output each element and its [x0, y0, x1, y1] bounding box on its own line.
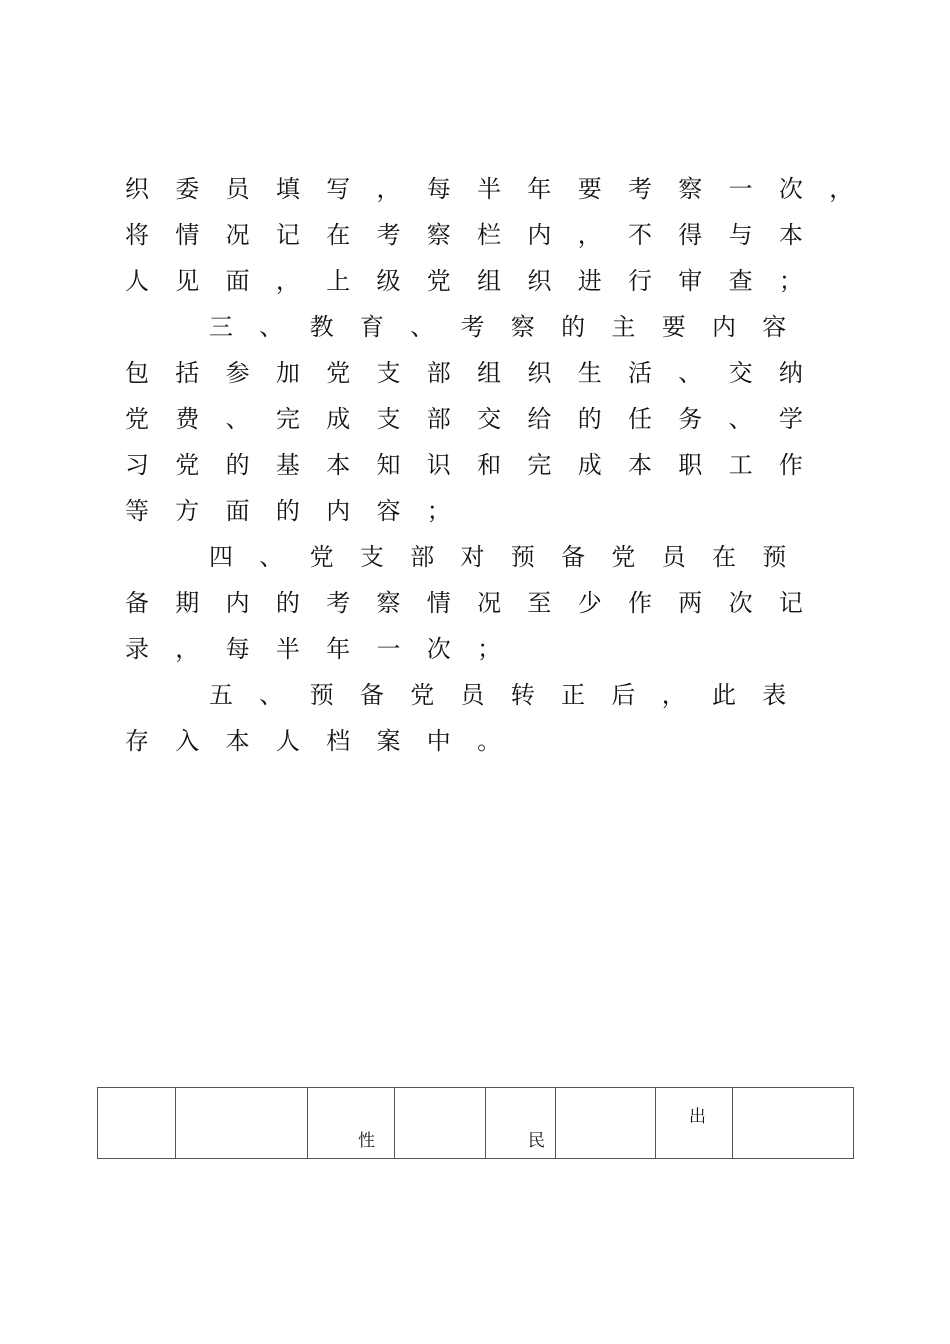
text-glyph: 审 — [678, 267, 703, 295]
text-glyph: ， — [175, 635, 200, 663]
text-glyph: 、 — [259, 681, 284, 709]
text-glyph: 和 — [477, 451, 502, 479]
text-glyph: 预 — [510, 543, 535, 571]
text-glyph: 、 — [728, 405, 753, 433]
text-glyph: 写 — [326, 175, 351, 203]
text-glyph: 的 — [577, 405, 602, 433]
text-glyph: 在 — [712, 543, 736, 571]
text-glyph: 作 — [778, 451, 803, 479]
text-glyph: 等 — [125, 497, 149, 525]
text-glyph: 备 — [359, 681, 384, 709]
text-glyph: 得 — [678, 221, 703, 249]
ethnicity-label: 民 — [528, 1131, 545, 1151]
text-glyph: 员 — [460, 681, 485, 709]
text-glyph: 一 — [728, 175, 753, 203]
text-glyph: 、 — [259, 543, 284, 571]
table-cell-birth-value[interactable] — [733, 1088, 854, 1159]
text-glyph: 育 — [359, 313, 384, 341]
text-line — [124, 718, 864, 764]
table-cell-blank[interactable] — [176, 1088, 308, 1159]
text-glyph: 容 — [762, 313, 787, 341]
text-glyph: 录 — [125, 635, 149, 663]
text-glyph: 内 — [712, 313, 736, 341]
text-glyph: ， — [376, 175, 401, 203]
text-glyph: 查 — [728, 267, 753, 295]
text-glyph: 上 — [326, 267, 351, 295]
text-glyph: 括 — [175, 359, 200, 387]
text-glyph: 每 — [225, 635, 250, 663]
text-glyph: 加 — [275, 359, 300, 387]
text-glyph: 记 — [778, 589, 803, 617]
text-glyph: 织 — [527, 359, 552, 387]
table-row — [98, 1088, 854, 1159]
text-glyph: 在 — [326, 221, 351, 249]
text-glyph: 少 — [577, 589, 602, 617]
text-glyph: 学 — [778, 405, 803, 433]
text-glyph: 四 — [209, 543, 233, 571]
gender-label: 性 — [358, 1131, 375, 1151]
text-glyph: 此 — [712, 681, 736, 709]
text-glyph: ； — [778, 267, 803, 295]
text-glyph: 务 — [678, 405, 703, 433]
text-glyph: 、 — [410, 313, 435, 341]
text-glyph: 员 — [661, 543, 686, 571]
text-glyph: 织 — [527, 267, 552, 295]
text-line — [124, 166, 864, 212]
table-cell-ethnicity-label — [486, 1088, 556, 1159]
text-glyph: 表 — [762, 681, 787, 709]
text-glyph: ， — [661, 681, 686, 709]
text-glyph: 正 — [561, 681, 586, 709]
text-glyph: 党 — [309, 543, 334, 571]
text-glyph: 容 — [376, 497, 401, 525]
text-glyph: 转 — [510, 681, 535, 709]
text-glyph: 两 — [678, 589, 703, 617]
text-glyph: 况 — [225, 221, 250, 249]
text-glyph: 员 — [225, 175, 250, 203]
table-cell-birth-label — [656, 1088, 733, 1159]
text-glyph: 察 — [678, 175, 703, 203]
table-cell-gender-label — [308, 1088, 395, 1159]
text-glyph: 、 — [259, 313, 284, 341]
text-glyph: 情 — [175, 221, 200, 249]
birth-label: 出 — [689, 1107, 706, 1127]
text-glyph: 部 — [410, 543, 435, 571]
text-glyph: 考 — [326, 589, 351, 617]
text-glyph: 参 — [225, 359, 250, 387]
personal-info-table — [97, 1087, 854, 1159]
text-glyph: 栏 — [477, 221, 502, 249]
text-glyph: 支 — [376, 359, 401, 387]
text-glyph: 教 — [309, 313, 334, 341]
text-glyph: 党 — [326, 359, 351, 387]
text-glyph: 中 — [426, 727, 451, 755]
text-glyph: 预 — [309, 681, 334, 709]
text-glyph: 次 — [778, 175, 803, 203]
text-glyph: 方 — [175, 497, 200, 525]
text-line — [124, 258, 864, 304]
text-glyph: 人 — [125, 267, 149, 295]
text-glyph: 党 — [125, 405, 149, 433]
text-glyph: 、 — [225, 405, 250, 433]
text-glyph: 本 — [326, 451, 351, 479]
text-glyph: 每 — [426, 175, 451, 203]
text-glyph: 面 — [225, 267, 250, 295]
text-line — [124, 350, 864, 396]
text-glyph: 面 — [225, 497, 250, 525]
text-line — [124, 672, 864, 718]
text-glyph: 基 — [275, 451, 300, 479]
text-glyph: 预 — [762, 543, 787, 571]
text-glyph: 组 — [477, 359, 502, 387]
table-cell-ethnicity-value[interactable] — [556, 1088, 656, 1159]
text-glyph: 情 — [426, 589, 451, 617]
text-glyph: 考 — [628, 175, 652, 203]
text-glyph: 存 — [125, 727, 149, 755]
text-glyph: 识 — [426, 451, 451, 479]
text-glyph: 备 — [561, 543, 586, 571]
text-glyph: 次 — [728, 589, 753, 617]
text-glyph: 部 — [426, 405, 451, 433]
text-glyph: ， — [829, 175, 854, 203]
text-glyph: 成 — [577, 451, 602, 479]
text-line — [124, 442, 864, 488]
text-glyph: 备 — [125, 589, 149, 617]
text-line — [124, 212, 864, 258]
text-line — [124, 626, 864, 672]
text-glyph: 。 — [477, 727, 502, 755]
text-glyph: 填 — [275, 175, 300, 203]
text-glyph: 人 — [275, 727, 300, 755]
text-glyph: 的 — [275, 497, 300, 525]
text-glyph: 本 — [778, 221, 803, 249]
text-glyph: 、 — [678, 359, 703, 387]
text-glyph: 给 — [527, 405, 552, 433]
text-glyph: 见 — [175, 267, 200, 295]
text-glyph: 主 — [611, 313, 636, 341]
text-glyph: 纳 — [778, 359, 803, 387]
text-glyph: 的 — [275, 589, 300, 617]
table-cell-blank[interactable] — [98, 1088, 176, 1159]
text-glyph: 入 — [175, 727, 200, 755]
text-glyph: 支 — [376, 405, 401, 433]
text-glyph: 年 — [527, 175, 552, 203]
text-glyph: 部 — [426, 359, 451, 387]
text-line — [124, 304, 864, 350]
text-glyph: 况 — [477, 589, 502, 617]
text-glyph: 年 — [326, 635, 351, 663]
text-glyph: 后 — [611, 681, 636, 709]
text-glyph: 党 — [611, 543, 636, 571]
text-glyph: 成 — [326, 405, 351, 433]
text-glyph: 内 — [225, 589, 250, 617]
text-glyph: 档 — [326, 727, 351, 755]
text-glyph: 期 — [175, 589, 200, 617]
text-glyph: 包 — [125, 359, 149, 387]
text-glyph: 知 — [376, 451, 401, 479]
text-glyph: 察 — [510, 313, 535, 341]
text-glyph: 工 — [728, 451, 753, 479]
text-glyph: 内 — [527, 221, 552, 249]
text-glyph: 要 — [577, 175, 602, 203]
text-glyph: 党 — [426, 267, 451, 295]
text-glyph: 本 — [225, 727, 250, 755]
text-line — [124, 580, 864, 626]
text-glyph: 职 — [678, 451, 703, 479]
text-glyph: 级 — [376, 267, 401, 295]
instructions-text — [124, 166, 864, 764]
text-glyph: 织 — [125, 175, 149, 203]
text-glyph: 完 — [275, 405, 300, 433]
text-line — [124, 396, 864, 442]
text-glyph: 对 — [460, 543, 485, 571]
text-glyph: 察 — [426, 221, 451, 249]
text-line — [124, 488, 864, 534]
text-glyph: 的 — [225, 451, 250, 479]
text-glyph: 委 — [175, 175, 200, 203]
text-glyph: 支 — [359, 543, 384, 571]
text-glyph: 党 — [410, 681, 435, 709]
table-cell-gender-value[interactable] — [395, 1088, 486, 1159]
text-glyph: 至 — [527, 589, 552, 617]
text-glyph: 内 — [326, 497, 351, 525]
text-glyph: 考 — [460, 313, 485, 341]
text-glyph: 将 — [125, 221, 149, 249]
text-glyph: ， — [577, 221, 602, 249]
text-glyph: 半 — [477, 175, 502, 203]
text-glyph: ； — [477, 635, 502, 663]
text-glyph: 一 — [376, 635, 401, 663]
text-glyph: ， — [275, 267, 300, 295]
text-glyph: 次 — [426, 635, 451, 663]
text-glyph: 党 — [175, 451, 200, 479]
text-glyph: 本 — [628, 451, 652, 479]
text-glyph: 交 — [477, 405, 502, 433]
text-glyph: 习 — [125, 451, 149, 479]
text-glyph: 任 — [628, 405, 652, 433]
text-glyph: 进 — [577, 267, 602, 295]
text-glyph: 交 — [728, 359, 753, 387]
text-glyph: 作 — [628, 589, 652, 617]
text-glyph: 半 — [275, 635, 300, 663]
text-glyph: 察 — [376, 589, 401, 617]
text-line — [124, 534, 864, 580]
text-glyph: 完 — [527, 451, 552, 479]
text-glyph: 的 — [561, 313, 586, 341]
text-glyph: 与 — [728, 221, 753, 249]
text-glyph: 案 — [376, 727, 401, 755]
text-glyph: 记 — [275, 221, 300, 249]
text-glyph: 组 — [477, 267, 502, 295]
text-glyph: 不 — [628, 221, 652, 249]
text-glyph: ； — [426, 497, 451, 525]
text-glyph: 五 — [209, 681, 233, 709]
text-glyph: 活 — [628, 359, 652, 387]
text-glyph: 三 — [209, 313, 233, 341]
text-glyph: 生 — [577, 359, 602, 387]
text-glyph: 要 — [661, 313, 686, 341]
text-glyph: 费 — [175, 405, 200, 433]
text-glyph: 行 — [628, 267, 652, 295]
text-glyph: 考 — [376, 221, 401, 249]
